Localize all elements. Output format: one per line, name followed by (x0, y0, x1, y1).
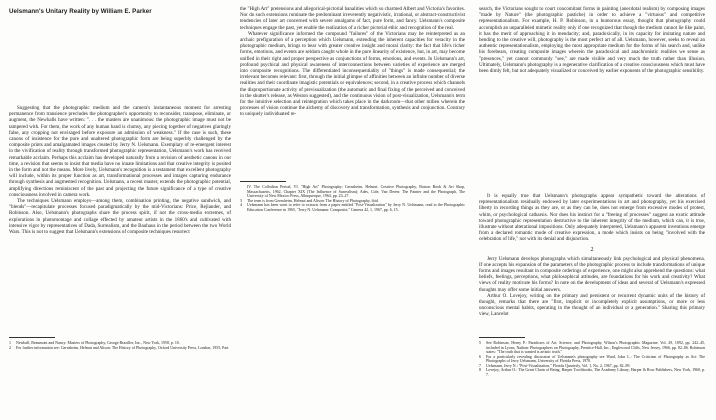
article-byline: by William E. Parker (91, 8, 152, 15)
column-3-body-top (479, 6, 705, 74)
footnote (479, 368, 705, 377)
footnote-text: See Robinson, Henry P.: Paradoxes of Art, Science, and Photography, Wilson's Photographic Magazine, Vol. 29, 1892, pp. 242–45, included in Lyons, Nathan: Photographers on Photography, Prentice-Hall, Inc., Englewood Cliffs, New Jersey, 1966, pp. 82–86. Robinson states: "The truth that is wanted is artistic truth." (486, 340, 705, 355)
footnote-number: 7 (479, 362, 481, 368)
footnote (9, 346, 231, 351)
footnote-number: 2 (9, 344, 11, 350)
footnote-rule (9, 337, 55, 338)
section-number: 2 (590, 246, 594, 253)
footnote-number: 8 (479, 367, 481, 373)
paragraph: Jerry Uelsmann develops photographs which simultaneously link psychological and physical phenomena. If one accepts his expansion of the parameters of the photographic process to include transformations of unique forms and images resultant in composite orderings of experience, one might also apprehend the questions: what beliefs, feelings, perceptions, what philosophical attitudes, are foundations for his work and creativity? What views of reality motivate his forms? In note on the development of ideas and several of Uelsmann's expressed thoughts may offer some initial answers. (479, 255, 705, 293)
footnote-rule (479, 337, 525, 338)
column-2-footnotes (240, 178, 465, 212)
footnote-text: The term is from Gernsheim, Helmut and Alison: The History of Photography, ibid. (247, 197, 379, 203)
footnote (240, 185, 465, 199)
footnote-number: 6 (479, 353, 481, 359)
paragraph: Suggesting that the photographic medium and the camera's instantaneous moment for arresting permanence from transience precludes the photographer's opportunity to reconsider, transpose, eliminate, or augment, the Newhalls have written: ". . . the masters are unanimous: the photographic image must not be tampered with. For them, the work of any human hand is clumsy, any piecing together of negatives glaringly false, any cropping not envisaged before exposure an admission of weakness." If the case is such, these canons of insistence for the pure and unaltered photographic form are being superbly challenged by the composite prints and amalgamated images created by Jerry N. Uelsmann. Exemplary of re-emergent interest in the vivification of reality through transformed photographic representation, Uelsmann's work has received remarkable acclaim. Perhaps this acclaim has developed naturally from a revision of aesthetic canons in our time, a revision that seems to insist that media have no innate limitations and that creative integrity is posited in the form and not the means. More lively, Uelsmann's recognition is a testament that excellent photography will include, within its proper function as art, transformational processes and images capturing endurance through synthesis and augmented recognition. Uelsmann, a recent master, extends the photographic potential, amplifying directions reminiscent of the past and projecting the future significance of a type of creative consciousness involved in camera work. (9, 105, 231, 198)
paragraph: The techniques Uelsmann employs—among them, combination printing, the negative sandwich, and "blends"—recapitulate processes focused paradigmatically by the mid-Victorians: Price, Rejlander, and Robinson. Also, Uelsmann's photographs share the process spirit, if not the cross-media extremes, of explorations in photomontage and collage effected by amateur artists in the 1860's and cultivated with intensive vigor by representatives of Dada, Surrealism, and the Bauhaus in the period between the two World Wars. This is not to suggest that Uelsmann's extensions of composite techniques resurrect (9, 198, 231, 236)
footnote-number: 1 (9, 340, 11, 345)
footnote (479, 341, 705, 355)
column-2-body (240, 6, 465, 118)
paragraph: Arthur O. Lovejoy, writing on the primary and persistent or recurrent dynamic units of the history of thought, remarks that there are "first, implicit or incompletely explicit assumptions, or more or less unconscious mental habits, operating in the thought of an individual or a generation." Sharing this primary view, Lancelot (479, 292, 705, 318)
column-1-footnotes (9, 334, 231, 350)
column-2 (240, 0, 465, 420)
paragraph: It is equally true that Uelsmann's photographs appear sympathetic toward the alterations of representationalism residually endowed by later experimentations in art and photography, yet his exercised liberty in recording things as they are, or as they can be, does not emerge from excessive modes of protest, whim, or psychological catharsis. Nor does his instinct for a "freeing of processes" suggest an exotic attitude toward photographic representation destructive to the inherent integrity of the medium, which can, it is true, illustrate without alterational impositions. Only adequately interpreted, Uelsmann's apparent inventions emerge from a declared romantic mode of creative expression, a mode which insists on being "involved with the celebration of life," not with its denial and disjunction. (479, 193, 705, 243)
column-1-body (9, 105, 231, 235)
footnote (240, 203, 465, 212)
column-3 (479, 0, 705, 420)
footnote-text: For a particularly revealing discussion of Uelsmann's photography see Ward, John L.: The Criticism of Photography as Art: The Photographs of Jerry Uelsmann, University of Florida Press, 1970. (486, 353, 705, 364)
paragraph: the "High Art" pretensions and allegorical-pictorial banalities which so charmed Albert and Victoria's favorites. Nor do such extensions ruminate the predominant irreverently negativistic, irrational, or abstract-constructivist tendencies of later art concerned with severe amalgams of fact, pure form, and fancy. Uelsmann's composite techniques engage the past, yet enable the realization of a richer pictorial ethic and recognition of the real. (240, 6, 465, 31)
footnote-text: Newhall, Beaumont and Nancy: Masters of Photography, George Braziller, Inc., New York, 1958, p. 10. (16, 340, 180, 345)
footnote-text: Uelsmann, Jerry N.: "Post-Visualization," Florida Quarterly, Vol. 1, No. 2, 1967, pp. 82–89. (486, 362, 631, 368)
footnote-text: Uelsmann has been wont to refer to extracts from a paper entitled "Post-Visualization" by Jerry N. Uelsmann, read to the Photographic Education Conference in 1965, "Jerry N. Uelsmann: Composite," Camera 42, 1, 1967, pp. 6, 15. (247, 202, 465, 212)
footnote-text: For further information see: Gernsheim, Helmut and Alison: The History of Photography, Oxford University Press, London, 1955, Part (16, 344, 229, 350)
article-title: Uelsmann's Unitary Reality (9, 8, 90, 15)
footnote-text: Lovejoy, Arthur O.: The Great Chain of Being, Harper Torchbooks, The Academy Library, Harper & Row Publishers, New York, 1960, p. 7. (486, 367, 705, 377)
footnote-number: 3 (240, 197, 242, 203)
footnote-rule (240, 181, 286, 182)
column-3-body-bottom (479, 193, 705, 318)
footnote-text: IV. The Collodion Period, VI. "High Art" Photography; Gernsheim, Helmut: Creative Photography, Boston Book & Art Shop, Massachusetts, 1962, Chapter XIX (The Influence of Surrealism); Ades, Cole, Van Deren: The Painter and the Photograph, The University of New Mexico Press, Albuquerque, 1964, pp. 23–27. (247, 184, 465, 199)
column-3-footnotes (479, 334, 705, 377)
column-1 (9, 0, 231, 420)
footnote-number: 5 (479, 340, 481, 345)
paragraph: Whatever significance informed the compound "failures" of the Victorians may be reinterpreted as an archaic prefiguration of a perception which Uelsmann, extending the inherent capacities for veracity in the photographic medium, brings to bear with greater creative insight and moral clarity: the fact that life's richer forms, emotions, and events are seldom caught whole in the pure linearity of existence, but, in art, may become unified in their right and proper perspective as conjunctions of forms, emotions, and events. In Uelsmann's art, profound psychical and physical awareness of interconnections between varieties of experience are merged into composite recognitions. The differentiated inconsequentiality of "things" is made consequential; the irrelevant becomes relevant: first, through the initial glimpse of affinities between an infinite number of diverse realities and their coordinate imagistic potentials or equivalences; second, in a creative process which channels the disproportionate activity of previsualization (the automatic and final fixing of the perceived and conceived in the shutter's release, as Weston suggested), and the continuous vision of post-visualization, Uelsmann's term for the intuitive selection and reintegration which takes place in the darkroom—that other milieu wherein the processes of vision continue the alchemy of discovery and transformation, synthesis and conjunction. Contrary to uniquely individuated re- (240, 30, 465, 118)
footnote-number: 4 (240, 202, 242, 208)
paragraph: search, the Victorians sought to court concomitant forms in painting (anecdotal realism) by composing images "made by Nature" (the photographic pastiche) in order to achieve a "virtuous" and competitive representationalism. For example, H. P. Robinson, in a humorous essay, thought that photography could accomplish an unparalleled mimetic reality only if one recognized that though the medium cannot lie like paint, it has the merit of approaching it in mendacity; and, paradoxically, in its capacity for imitating nature and bending to the creative will, photography is the most perfect art of all. Uelsmann, however, seeks to reveal an authentic representationalism, employing the most appropriate medium for the forms of his search and, unlike his forebears, creating composite images wherein the paradoxical and anachronistic realities we sense as "presences," yet cannot commonly "see," are made visible and very much the truth rather than illusion. Ultimately, Uelsmann's photography is a regenerative clarification of a creative consciousness which must have been dimly felt, but not adequately visualized or conceived by earlier exponents of the photographic sensibility. (479, 6, 705, 75)
